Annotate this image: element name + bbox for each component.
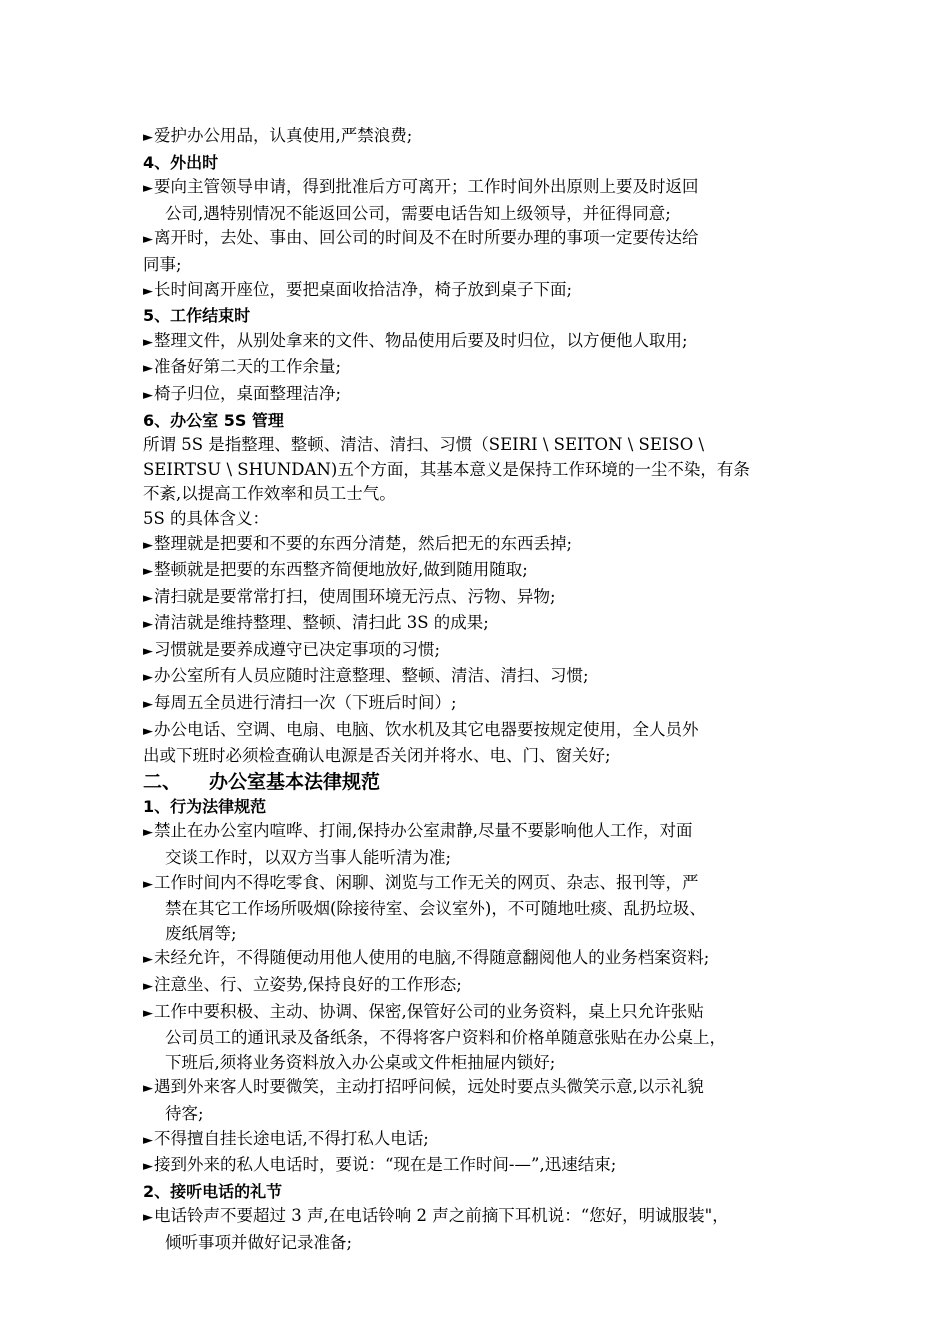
bullet-item <box>143 819 815 846</box>
bullet-arrow-icon: ► <box>143 130 153 145</box>
bullet-text: 办公室所有人员应随时注意整理、整顿、清洁、清扫、习惯; <box>154 666 589 686</box>
bullet-item <box>143 226 815 253</box>
continuation-line: 下班后,须将业务资料放入办公桌或文件柜抽屉内锁好; <box>165 1052 556 1072</box>
bullet-item <box>143 175 815 202</box>
bullet-text: 禁止在办公室内喧哗、打闹,保持办公室肃静,尽量不要影响他人工作，对面 <box>154 821 693 841</box>
bullet-arrow-icon: ► <box>143 876 153 892</box>
bullet-arrow-icon: ► <box>143 181 153 197</box>
bullet-text: 整理就是把要和不要的东西分清楚，然后把无的东西丢掉; <box>154 533 573 553</box>
bullet-arrow-icon: ► <box>143 232 153 248</box>
chapter-heading <box>143 769 815 795</box>
section-heading: 1、行为法律规范 <box>143 796 267 816</box>
bullet-arrow-icon: ► <box>143 723 153 739</box>
bullet-item <box>143 382 815 409</box>
bullet-text: 接到外来的私人电话时，要说：“现在是工作时间-—”,迅速结束; <box>154 1155 617 1175</box>
bullet-item <box>143 611 815 638</box>
bullet-arrow-icon: ► <box>143 825 153 841</box>
bullet-arrow-icon: ► <box>143 1132 153 1148</box>
bullet-arrow-icon: ► <box>143 1210 153 1226</box>
continuation-line: 公司员工的通讯录及备纸条，不得将客户资料和价格单随意张贴在办公桌上， <box>165 1028 726 1048</box>
bullet-text: 工作时间内不得吃零食、闲聊、浏览与工作无关的网页、杂志、报刊等，严 <box>154 872 699 892</box>
continuation-line: 废纸屑等; <box>165 923 237 943</box>
bullet-text: 椅子归位，桌面整理洁净; <box>154 383 342 403</box>
bullet-item <box>143 355 815 382</box>
bullet-text: 整理文件，从别处拿来的文件、物品使用后要及时归位，以方便他人取用; <box>154 330 688 350</box>
bullet-text: 每周五全员进行清扫一次（下班后时间）; <box>154 693 457 713</box>
paragraph-line: SEIRTSU \ SHUNDAN)五个方面，其基本意义是保持工作环境的一尘不染，有条 <box>143 459 750 479</box>
paragraph-line: 所谓 5S 是指整理、整顿、清洁、清扫、习惯（SEIRI \ SEITON \ SEISO \ <box>143 435 705 455</box>
section-heading: 4、外出时 <box>143 152 219 172</box>
bullet-item <box>143 638 815 665</box>
bullet-arrow-icon: ► <box>143 1081 153 1097</box>
bullet-arrow-icon: ► <box>143 387 153 403</box>
bullet-item <box>143 278 815 305</box>
bullet-arrow-icon: ► <box>143 1159 153 1175</box>
bullet-text: 习惯就是要养成遵守已决定事项的习惯; <box>154 639 441 659</box>
paragraph-line: 5S 的具体含义： <box>143 508 270 528</box>
bullet-item <box>143 1000 815 1027</box>
bullet-item <box>143 718 815 745</box>
bullet-text: 不得擅自挂长途电话,不得打私人电话; <box>154 1128 429 1148</box>
bullet-arrow-icon: ► <box>143 697 153 713</box>
bullet-item <box>143 585 815 612</box>
bullet-text: 离开时，去处、事由、回公司的时间及不在时所要办理的事项一定要传达给 <box>154 228 699 248</box>
bullet-text: 要向主管领导申请，得到批准后方可离开；工作时间外出原则上要及时返回 <box>154 177 699 197</box>
bullet-arrow-icon: ► <box>143 670 153 686</box>
bullet-item <box>143 1153 815 1180</box>
paragraph-line: 出或下班时必须检查确认电源是否关闭并将水、电、门、窗关好; <box>143 746 611 766</box>
paragraph-line: 同事; <box>143 254 182 274</box>
section-heading: 5、工作结束时 <box>143 306 251 326</box>
bullet-item <box>143 664 815 691</box>
bullet-item <box>143 1075 815 1102</box>
bullet-item <box>143 558 815 585</box>
bullet-text: 长时间离开座位，要把桌面收拾洁净，椅子放到桌子下面; <box>154 279 573 299</box>
bullet-text: 未经允许，不得随便动用他人使用的电脑,不得随意翻阅他人的业务档案资料; <box>154 948 710 968</box>
section-heading: 6、办公室 5S 管理 <box>143 410 284 430</box>
continuation-line: 交谈工作时，以双方当事人能听清为准; <box>165 848 452 868</box>
bullet-text: 清扫就是要常常打扫，使周围环境无污点、污物、异物; <box>154 586 556 606</box>
bullet-arrow-icon: ► <box>143 537 153 553</box>
bullet-arrow-icon: ► <box>143 564 153 580</box>
bullet-arrow-icon: ► <box>143 617 153 633</box>
continuation-line: 倾听事项并做好记录准备; <box>165 1232 353 1252</box>
paragraph-line: 不紊,以提高工作效率和员工士气。 <box>143 484 396 504</box>
bullet-text: 整顿就是把要的东西整齐简便地放好,做到随用随取; <box>154 560 528 580</box>
bullet-item <box>143 946 815 973</box>
bullet-item <box>143 124 815 151</box>
bullet-arrow-icon: ► <box>143 643 153 659</box>
bullet-arrow-icon: ► <box>143 979 153 994</box>
continuation-line: 禁在其它工作场所吸烟(除接待室、会议室外)，不可随地吐痰、乱扔垃圾、 <box>165 899 706 919</box>
chapter-number: 二、 <box>143 770 182 793</box>
bullet-item <box>143 329 815 356</box>
bullet-arrow-icon: ► <box>143 952 153 968</box>
section-heading: 2、接听电话的礼节 <box>143 1181 283 1201</box>
bullet-arrow-icon: ► <box>143 283 153 299</box>
bullet-text: 办公电话、空调、电扇、电脑、饮水机及其它电器要按规定使用，全人员外 <box>154 719 699 739</box>
bullet-arrow-icon: ► <box>143 334 153 350</box>
bullet-text: 清洁就是维持整理、整顿、清扫此 3S 的成果; <box>154 613 489 633</box>
bullet-item <box>143 973 815 1000</box>
bullet-text: 爱护办公用品，认真使用,严禁浪费; <box>154 126 413 145</box>
chapter-title: 办公室基本法律规范 <box>209 770 381 793</box>
continuation-line: 待客; <box>165 1103 204 1123</box>
document-body <box>143 124 815 1256</box>
bullet-item <box>143 691 815 718</box>
bullet-text: 工作中要积极、主动、协调、保密,保管好公司的业务资料，桌上只允许张贴 <box>154 1001 704 1021</box>
bullet-text: 电话铃声不要超过 3 声,在电话铃响 2 声之前摘下耳机说：“您好，明诚服装"， <box>154 1206 729 1226</box>
bullet-text: 准备好第二天的工作余量; <box>154 357 342 377</box>
bullet-arrow-icon: ► <box>143 361 153 377</box>
bullet-item <box>143 871 815 898</box>
bullet-arrow-icon: ► <box>143 1005 153 1021</box>
bullet-item <box>143 532 815 559</box>
bullet-text: 遇到外来客人时要微笑，主动打招呼问候，远处时要点头微笑示意,以示礼貌 <box>154 1077 704 1097</box>
bullet-arrow-icon: ► <box>143 590 153 606</box>
bullet-item <box>143 1127 815 1154</box>
bullet-text: 注意坐、行、立姿势,保持良好的工作形态; <box>154 975 462 994</box>
bullet-item <box>143 1204 815 1231</box>
continuation-line: 公司,遇特别情况不能返回公司，需要电话告知上级领导，并征得同意; <box>165 203 671 223</box>
